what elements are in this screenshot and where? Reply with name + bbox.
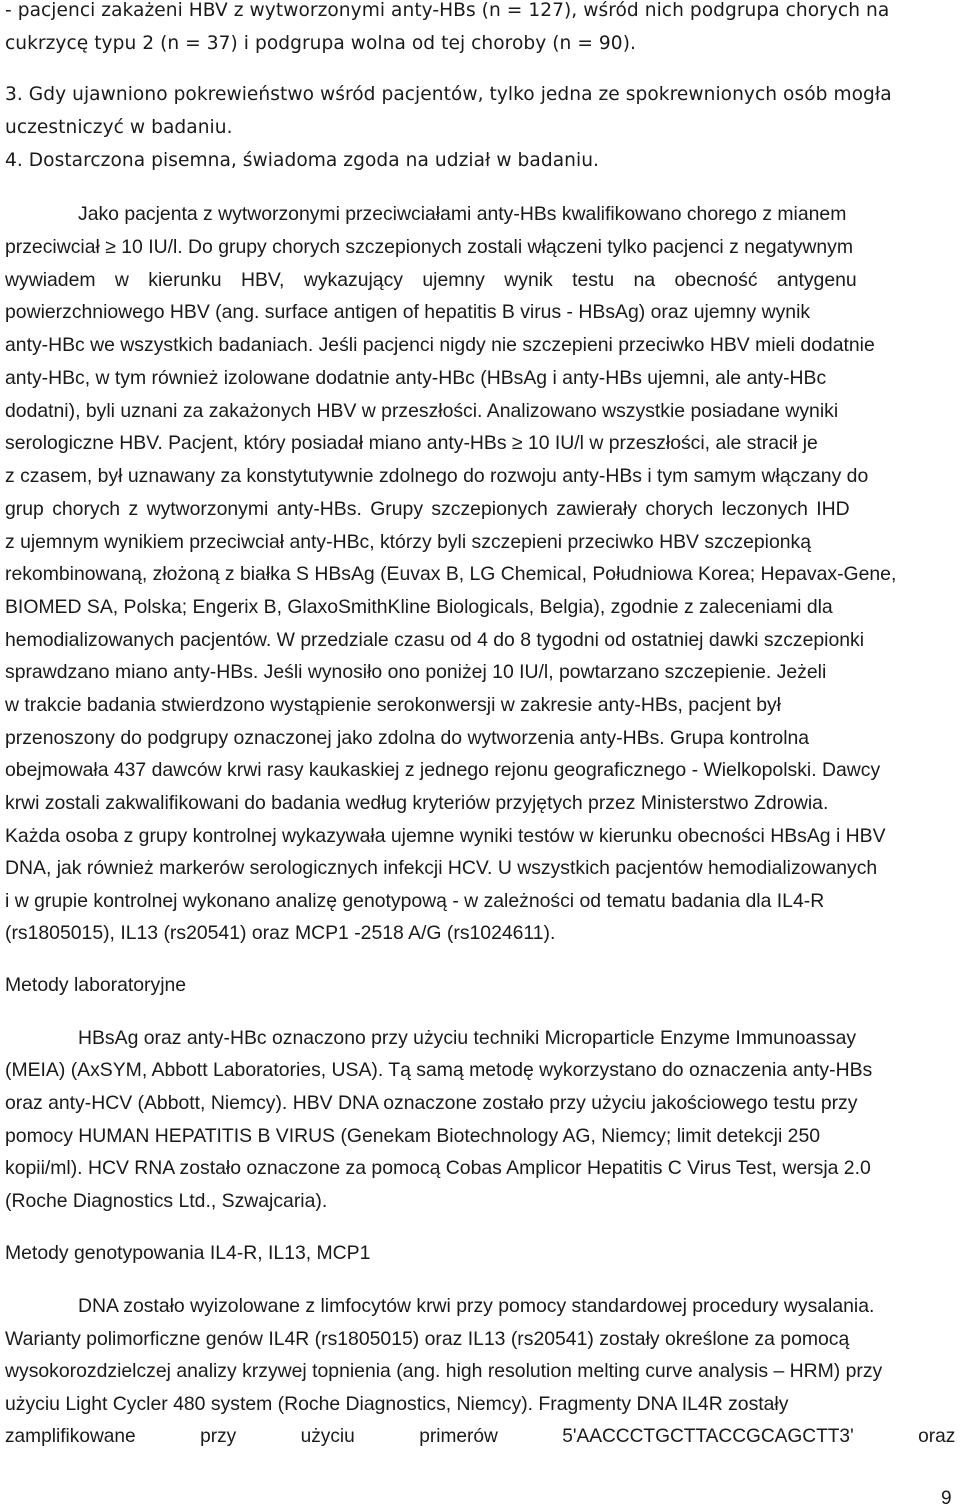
text-line: (Roche Diagnostics Ltd., Szwajcaria). [5, 1190, 328, 1212]
text-line: kopii/ml). HCV RNA zostało oznaczone za pomocą Cobas Amplicor Hepatitis C Virus Test, wersja 2.0 [5, 1157, 871, 1179]
text-line: (rs1805015), IL13 (rs20541) oraz MCP1 -2518 A/G (rs1024611). [5, 922, 556, 944]
text-line: przeciwciał ≥ 10 IU/l. Do grupy chorych szczepionych zostali włączeni tylko pacjenci z negatywnym [5, 236, 854, 258]
paragraph-first-line: Jako pacjenta z wytworzonymi przeciwciałami anty-HBs kwalifikowano chorego z mianem [78, 203, 847, 225]
text-line: przenoszony do podgrupy oznaczonej jako zdolna do wytworzenia anty-HBs. Grupa kontrolna [5, 727, 810, 749]
text-line: sprawdzano miano anty-HBs. Jeśli wynosiło ono poniżej 10 IU/l, powtarzano szczepienie. Jeżeli [5, 661, 827, 683]
paragraph-first-line: DNA zostało wyizolowane z limfocytów krwi przy pomocy standardowej procedury wysalania. [78, 1295, 875, 1317]
text-line: 4. Dostarczona pisemna, świadoma zgoda na udział w badaniu. [5, 150, 599, 171]
text-line: i w grupie kontrolnej wykonano analizę genotypową - w zależności od tematu badania dla IL4-R [5, 890, 825, 912]
text-line: Każda osoba z grupy kontrolnej wykazywała ujemne wyniki testów w kierunku obecności HBsAg i HBV [5, 825, 886, 847]
text-line: BIOMED SA, Polska; Engerix B, GlaxoSmithKline Biologicals, Belgia), zgodnie z zaleceniami dla [5, 596, 833, 618]
text-line: anty-HBc we wszystkich badaniach. Jeśli pacjenci nigdy nie szczepieni przeciwko HBV mieli dodatnie [5, 334, 875, 356]
text-line: użyciu Light Cycler 480 system (Roche Diagnostics, Niemcy). Fragmenty DNA IL4R zostały [5, 1393, 789, 1415]
text-line: (MEIA) (AxSYM, Abbott Laboratories, USA). Tą samą metodę wykorzystano do oznaczenia anty-HBs [5, 1059, 873, 1081]
text-line: z czasem, był uznawany za konstytutywnie zdolnego do rozwoju anty-HBs i tym samym włączany do [5, 465, 869, 487]
text-line: rekombinowaną, złożoną z białka S HBsAg (Euvax B, LG Chemical, Południowa Korea; Hepavax-Gene, [5, 563, 897, 585]
text-line: uczestniczyć w badaniu. [5, 117, 233, 138]
text-line: powierzchniowego HBV (ang. surface antigen of hepatitis B virus - HBsAg) oraz ujemny wynik [5, 301, 811, 323]
text-line: - pacjenci zakażeni HBV z wytworzonymi anty-HBs (n = 127), wśród nich podgrupa chorych na [5, 0, 890, 21]
text-line: krwi zostali zakwalifikowani do badania według kryteriów przyjętych przez Ministerstwo Zdrowia. [5, 792, 829, 814]
text-line: dodatni), byli uznani za zakażonych HBV w przeszłości. Analizowano wszystkie posiadane wyniki [5, 400, 839, 422]
text-line: pomocy HUMAN HEPATITIS B VIRUS (Genekam Biotechnology AG, Niemcy; limit detekcji 250 [5, 1125, 821, 1147]
text-line: obejmowała 437 dawców krwi rasy kaukaskiej z jednego rejonu geograficznego - Wielkopolski. Dawcy [5, 759, 881, 781]
section-heading: Metody genotypowania IL4-R, IL13, MCP1 [5, 1242, 371, 1264]
text-line: zamplifikowane przy użyciu primerów 5'AACCCTGCTTACCGCAGCTT3' oraz [5, 1425, 956, 1447]
text-line: hemodializowanych pacjentów. W przedziale czasu od 4 do 8 tygodni od ostatniej dawki szczepionki [5, 629, 865, 651]
text-line: w trakcie badania stwierdzono wystąpienie serokonwersji w zakresie anty-HBs, pacjent był [5, 694, 781, 716]
text-line: grup chorych z wytworzonymi anty-HBs. Grupy szczepionych zawierały chorych leczonych IHD [5, 498, 850, 520]
text-line: anty-HBc, w tym również izolowane dodatnie anty-HBc (HBsAg i anty-HBs ujemni, ale anty-HBc [5, 367, 827, 389]
text-line: 3. Gdy ujawniono pokrewieństwo wśród pacjentów, tylko jedna ze spokrewnionych osób mogła [5, 84, 892, 105]
page-number: 9 [941, 1488, 952, 1509]
text-line: oraz anty-HCV (Abbott, Niemcy). HBV DNA oznaczone zostało przy użyciu jakościowego testu przy [5, 1092, 858, 1114]
text-line: z ujemnym wynikiem przeciwciał anty-HBc, którzy byli szczepieni przeciwko HBV szczepionką [5, 531, 812, 553]
text-line: cukrzycę typu 2 (n = 37) i podgrupa wolna od tej choroby (n = 90). [5, 33, 636, 54]
section-heading: Metody laboratoryjne [5, 974, 187, 996]
paragraph-first-line: HBsAg oraz anty-HBc oznaczono przy użyciu techniki Microparticle Enzyme Immunoassay [78, 1027, 857, 1049]
text-line: Warianty polimorficzne genów IL4R (rs1805015) oraz IL13 (rs20541) zostały określone za pomocą [5, 1328, 850, 1350]
text-line: wysokorozdzielczej analizy krzywej topnienia (ang. high resolution melting curve analysis – HRM) przy [5, 1360, 883, 1382]
text-line: DNA, jak również markerów serologicznych infekcji HCV. U wszystkich pacjentów hemodializowanych [5, 857, 878, 879]
text-line: wywiadem w kierunku HBV, wykazujący ujemny wynik testu na obecność antygenu [5, 269, 857, 291]
text-line: serologiczne HBV. Pacjent, który posiadał miano anty-HBs ≥ 10 IU/l w przeszłości, ale stracił je [5, 432, 818, 454]
